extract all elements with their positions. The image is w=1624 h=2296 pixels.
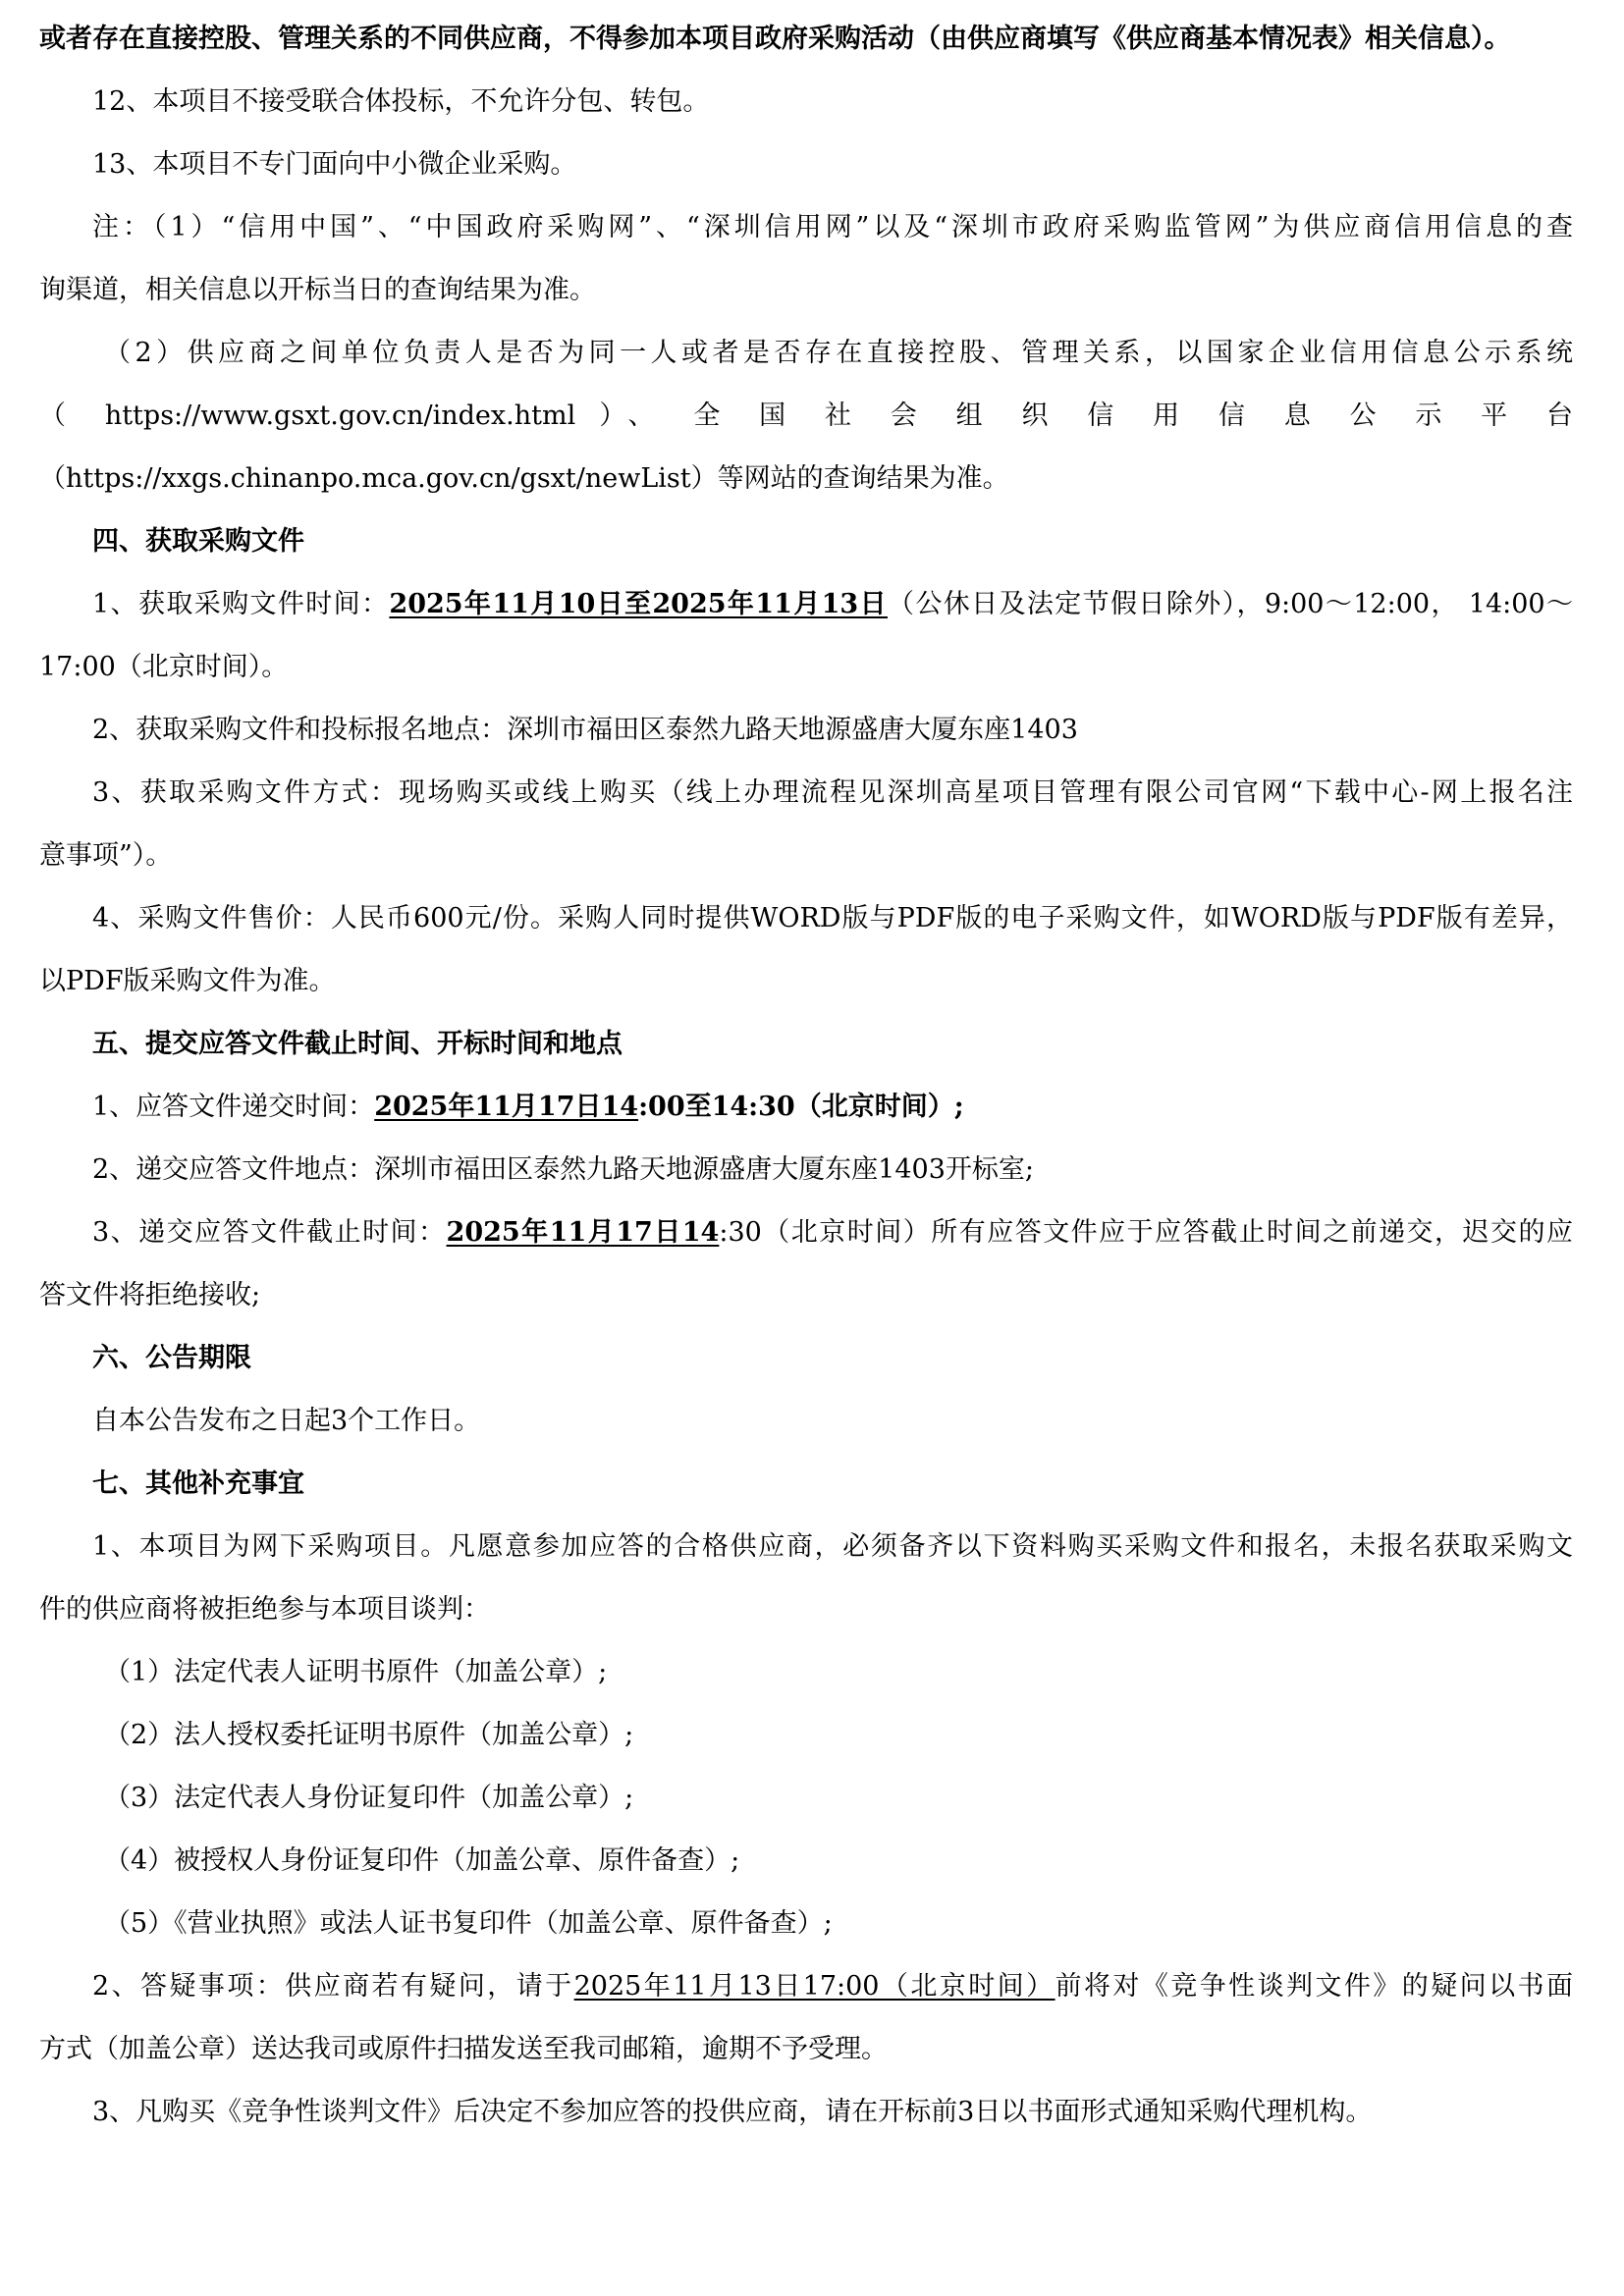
section-5-item-3-line-1: [39, 1201, 1573, 1264]
section-4-item-1-line-1: [39, 573, 1573, 636]
list-item: （5）《营业执照》或法人证书复印件（加盖公章、原件备查）;: [104, 1908, 833, 1939]
section-7-heading: 七、其他补充事宜: [92, 1468, 304, 1499]
list-item: （1）法定代表人证明书原件（加盖公章）;: [104, 1657, 608, 1687]
section-7-item-2-line-2: 方式（加盖公章）送达我司或原件扫描发送至我司邮箱，逾期不予受理。: [39, 2034, 888, 2064]
qa-deadline: 2025年11月13日17:00（北京时间）: [573, 1971, 1056, 2002]
section-4-item-4-line-2: 以PDF版采购文件为准。: [39, 966, 336, 996]
text-segment: :30（北京时间）所有应答文件应于应答截止时间之前递交，迟交的应: [719, 1217, 1573, 1248]
note-2-line-3: （https://xxgs.chinanpo.mca.gov.cn/gsxt/newList）等网站的查询结果为准。: [39, 463, 1009, 494]
list-item: （4）被授权人身份证复印件（加盖公章、原件备查）;: [104, 1845, 740, 1876]
section-7-item-1-line-1: 1、本项目为网下采购项目。凡愿意参加应答的合格供应商，必须备齐以下资料购买采购文件和报名，未报名获取采购文: [92, 1531, 1573, 1562]
list-item: （2）法人授权委托证明书原件（加盖公章）;: [104, 1720, 634, 1750]
section-7-item-2-line-1: [39, 1955, 1573, 2018]
section-6-text: 自本公告发布之日起3个工作日。: [92, 1406, 481, 1436]
text-segment: :00至14:30（北京时间）;: [638, 1092, 964, 1122]
section-4-item-3-line-2: 意事项”）。: [39, 840, 173, 871]
section-7-item-1-line-2: 件的供应商将被拒绝参与本项目谈判：: [39, 1594, 490, 1625]
section-5-heading: 五、提交应答文件截止时间、开标时间和地点: [92, 1029, 623, 1059]
text-segment: 2、答疑事项：供应商若有疑问，请于: [92, 1971, 574, 2002]
item-12: 12、本项目不接受联合体投标，不允许分包、转包。: [92, 86, 710, 117]
text-segment: （公休日及法定节假日除外），9:00～12:00， 14:00～: [887, 589, 1573, 619]
text-segment: 1、获取采购文件时间：: [92, 589, 390, 619]
text-segment: 前将对《竞争性谈判文件》的疑问以书面: [1055, 1971, 1573, 2002]
paragraph-continuation: 或者存在直接控股、管理关系的不同供应商，不得参加本项目政府采购活动（由供应商填写《供应商基本情况表》相关信息）。: [39, 24, 1511, 54]
note-1-line-1: 注：（1）“信用中国”、“中国政府采购网”、“深圳信用网”以及“深圳市政府采购监管网”为供应商信用信息的查: [92, 212, 1573, 242]
submission-date: 2025年11月17日14: [374, 1092, 639, 1122]
section-5-item-3-line-2: 答文件将拒绝接收;: [39, 1280, 261, 1310]
note-2-line-2: （ https://www.gsxt.gov.cn/index.html ）、 全 国 社 会 组 织 信 用 信 息 公 示 平 台: [39, 400, 1573, 431]
list-item: （3）法定代表人身份证复印件（加盖公章）;: [104, 1783, 634, 1813]
section-4-item-2: 2、获取采购文件和投标报名地点：深圳市福田区泰然九路天地源盛唐大厦东座1403: [92, 715, 1078, 745]
note-2-line-1: （2）供应商之间单位负责人是否为同一人或者是否存在直接控股、管理关系，以国家企业信用信息公示系统: [104, 338, 1573, 368]
section-4-item-4-line-1: 4、采购文件售价：人民币600元/份。采购人同时提供WORD版与PDF版的电子采购文件，如WORD版与PDF版有差异，: [92, 903, 1573, 934]
item-13: 13、本项目不专门面向中小微企业采购。: [92, 149, 577, 180]
text-segment: 1、应答文件递交时间：: [92, 1092, 375, 1122]
section-4-item-3-line-1: 3、获取采购文件方式：现场购买或线上购买（线上办理流程见深圳高星项目管理有限公司官网“下载中心-网上报名注: [92, 777, 1573, 808]
section-5-item-2: 2、递交应答文件地点：深圳市福田区泰然九路天地源盛唐大厦东座1403开标室;: [92, 1154, 1034, 1185]
section-4-item-1-line-2: 17:00（北京时间）。: [39, 652, 289, 682]
deadline-date: 2025年11月17日14: [446, 1217, 720, 1248]
text-segment: 3、递交应答文件截止时间：: [92, 1217, 447, 1248]
section-5-item-1: [39, 1076, 1573, 1139]
section-6-heading: 六、公告期限: [92, 1343, 251, 1373]
note-1-line-2: 询渠道，相关信息以开标当日的查询结果为准。: [39, 275, 596, 305]
section-7-item-3: 3、凡购买《竞争性谈判文件》后决定不参加应答的投供应商，请在开标前3日以书面形式通知采购代理机构。: [92, 2097, 1373, 2127]
date-range: 2025年11月10日至2025年11月13日: [389, 589, 888, 619]
section-4-heading: 四、获取采购文件: [92, 526, 304, 557]
